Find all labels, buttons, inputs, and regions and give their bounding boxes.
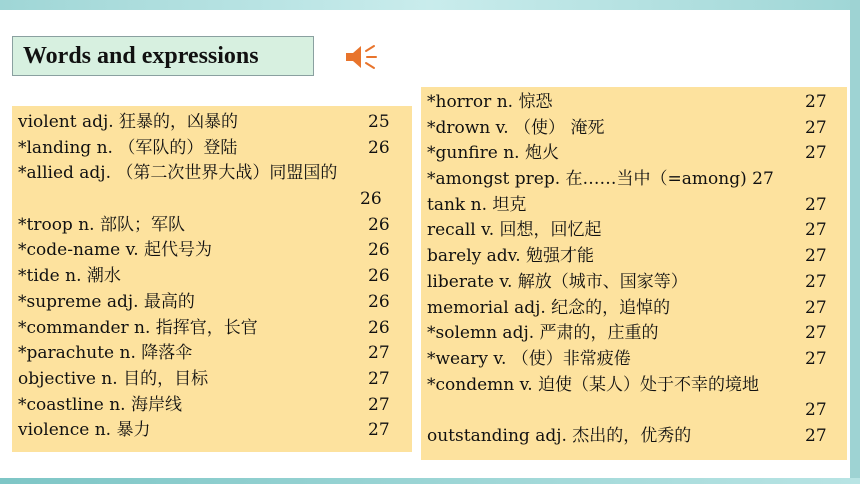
vocab-entry — [18, 238, 412, 264]
vocab-page-number: 27 — [805, 297, 827, 318]
vocab-entry — [427, 218, 847, 244]
vocab-entry-text: violent adj. 狂暴的，凶暴的 — [18, 112, 239, 132]
vocab-entry — [427, 244, 847, 270]
vocab-page-number: 27 — [805, 348, 827, 369]
vocab-page-number: 26 — [368, 291, 390, 312]
top-decor-band — [0, 0, 860, 10]
vocab-page-number: 27 — [805, 400, 827, 421]
right-decor-band — [850, 0, 860, 484]
vocab-entry-text: *gunfire n. 炮火 — [427, 143, 559, 164]
vocab-entry — [427, 193, 847, 219]
vocab-entry-text: *commander n. 指挥官，长官 — [18, 317, 258, 338]
vocab-entry — [18, 341, 412, 367]
vocab-entry — [18, 367, 412, 393]
vocab-entry-text: *solemn adj. 严肃的，庄重的 — [427, 323, 659, 344]
vocab-entry-text: violence n. 暴力 — [18, 420, 151, 441]
vocab-entry — [427, 116, 847, 142]
vocab-entry-text: barely adv. 勉强才能 — [427, 246, 595, 267]
vocab-entry — [427, 296, 847, 322]
vocab-page-number: 27 — [805, 220, 827, 241]
vocab-entry-text: *code-name v. 起代号为 — [18, 240, 213, 261]
speaker-icon[interactable] — [344, 42, 380, 72]
vocab-entry — [18, 213, 412, 239]
vocab-entry-text: *drown v. （使） 淹死 — [427, 117, 605, 138]
vocab-page-number: 26 — [368, 137, 390, 158]
vocab-page-number: 27 — [805, 425, 827, 446]
vocab-page-number: 27 — [805, 323, 827, 344]
vocab-page-number: 27 — [368, 420, 390, 441]
vocab-page-number: 27 — [368, 368, 390, 389]
vocab-page-number: 27 — [368, 394, 390, 415]
vocab-entry-text: *troop n. 部队；军队 — [18, 214, 185, 235]
vocab-entry-text: *tide n. 潮水 — [18, 266, 121, 287]
vocab-entry — [18, 290, 412, 316]
vocab-entry-text: liberate v. 解放（城市、国家等） — [427, 271, 688, 292]
vocab-entry-text: outstanding adj. 杰出的，优秀的 — [427, 425, 692, 446]
vocab-entry — [18, 161, 412, 187]
vocab-entry — [427, 347, 847, 373]
vocab-entry-text: *coastline n. 海岸线 — [18, 394, 182, 415]
vocab-entry — [427, 270, 847, 296]
vocab-entry — [18, 136, 412, 162]
vocab-entry-text: *amongst prep. 在……当中（=among) 27 — [427, 169, 774, 190]
vocab-entry-text: *parachute n. 降落伞 — [18, 343, 193, 364]
vocab-page-number: 27 — [805, 246, 827, 267]
vocab-page-number: 26 — [368, 317, 390, 338]
vocab-page-number: 27 — [805, 194, 827, 215]
vocab-page-number: 27 — [805, 143, 827, 164]
vocab-page-number: 27 — [805, 271, 827, 292]
vocab-page-number: 25 — [368, 112, 390, 132]
vocab-entry — [18, 264, 412, 290]
vocab-page-number: 26 — [368, 266, 390, 287]
vocab-page-number: 26 — [368, 240, 390, 261]
vocab-entry — [18, 418, 412, 444]
vocab-entry-text: *horror n. 惊恐 — [427, 92, 553, 112]
vocab-panel-left — [12, 106, 412, 452]
vocab-entry — [18, 110, 412, 136]
vocab-entry — [427, 141, 847, 167]
vocab-entry — [18, 393, 412, 419]
bottom-decor-band — [0, 478, 860, 484]
vocab-entry — [427, 90, 847, 116]
vocab-entry — [427, 373, 847, 399]
vocab-entry — [427, 167, 847, 193]
vocab-entry-text: *allied adj. （第二次世界大战）同盟国的 — [18, 163, 338, 184]
vocab-entry-text: *landing n. （军队的）登陆 — [18, 137, 238, 158]
vocab-page-number: 27 — [805, 92, 827, 112]
vocab-entry-text: tank n. 坦克 — [427, 194, 527, 215]
vocab-entry-text: *weary v. （使）非常疲倦 — [427, 348, 631, 369]
vocab-entry — [427, 321, 847, 347]
vocab-entry — [427, 398, 847, 424]
vocab-page-number: 27 — [805, 117, 827, 138]
vocab-entry-text: memorial adj. 纪念的，追悼的 — [427, 297, 671, 318]
vocab-entry — [18, 316, 412, 342]
vocab-page-number: 26 — [360, 189, 382, 210]
vocab-page-number: 27 — [368, 343, 390, 364]
vocab-entry-text: recall v. 回想，回忆起 — [427, 220, 602, 241]
vocab-page-number: 26 — [368, 214, 390, 235]
slide-title: Words and expressions — [12, 36, 314, 76]
vocab-entry — [427, 424, 847, 450]
vocab-entry-text: objective n. 目的，目标 — [18, 368, 209, 389]
vocab-panel-right — [421, 87, 847, 460]
vocab-entry — [18, 187, 412, 213]
vocab-entry-text: *condemn v. 迫使（某人）处于不幸的境地 — [427, 374, 760, 395]
vocab-entry-text: *supreme adj. 最高的 — [18, 291, 195, 312]
